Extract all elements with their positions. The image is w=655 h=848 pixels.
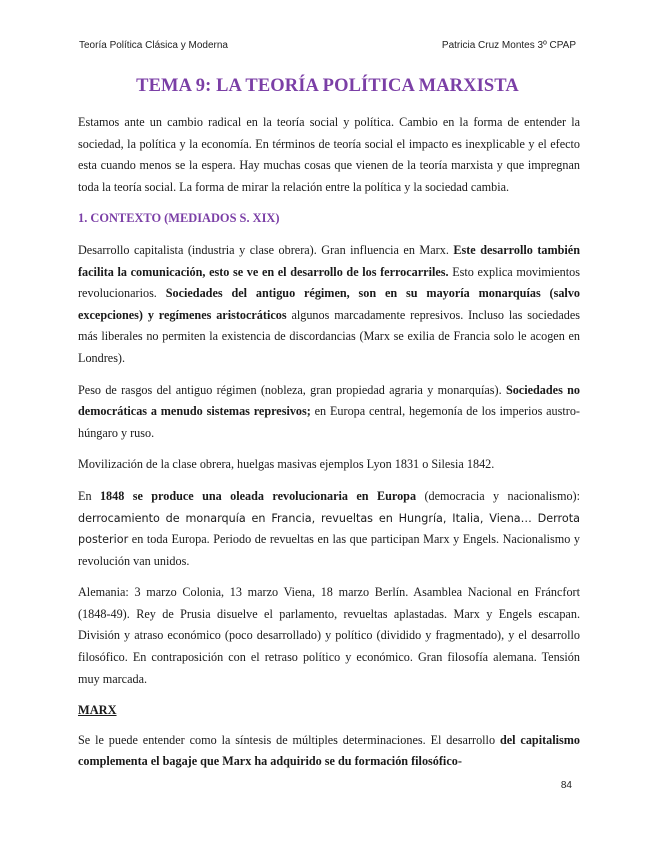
paragraph-antiguo-regimen: Peso de rasgos del antiguo régimen (nobleza, gran propiedad agraria y monarquías). Sociedades no democráticas a menudo sistemas represivos; en Europa central, hegemonía de los imperios austro-húngaro y ruso. [78,382,580,440]
paragraph-marx: Se le puede entender como la síntesis de múltiples determinaciones. El desarrollo del capitalismo complementa el bagaje que Marx ha adquirido se du formación filosófico- [78,732,581,769]
subheading-marx: MARX [78,703,117,718]
header-author: Patricia Cruz Montes 3º CPAP [441,40,576,51]
page-number: 84 [560,780,572,791]
header-course-title: Teoría Política Clásica y Moderna [79,40,228,51]
paragraph-capitalismo: Desarrollo capitalista (industria y clase obrera). Gran influencia en Marx. Este desarrollo también facilita la comunicación, esto se ve en el desarrollo de los ferrocarriles. Esto explica movimientos revolucionarios. Sociedades del antiguo régimen, son en su mayoría monarquías (salvo excepciones) y regímenes aristocráticos algunos marcadamente represivos. Incluso las sociedades más liberales no permiten la existencia de discordancias (Marx se exilia de Francia solo le acogen en Londres). [78,242,581,365]
paragraph-1848: En 1848 se produce una oleada revolucionaria en Europa (democracia y nacionalismo): derrocamiento de monarquía en Francia, revueltas en Hungría, Italia, Viena… Derrota posterior en toda Europa. Periodo de revueltas en las que participan Marx y Engels. Nacionalismo y revolución van unidos. [78,488,580,568]
paragraph-movilizacion: Movilización de la clase obrera, huelgas masivas ejemplos Lyon 1831 o Silesia 1842. [78,457,495,472]
paragraph-alemania: Alemania: 3 marzo Colonia, 13 marzo Viena, 18 marzo Berlín. Asamblea Nacional en Fráncfort (1848-49). Rey de Prusia disuelve el parlamento, revueltas aplastadas. Marx y Engels escapan. División y atraso económico (poco desarrollado) y político (dividido y fragmentado), y el desarrollo filosófico. En contraposición con el retraso político y económico. Gran filosofía alemana. Tensión muy marcada. [78,585,580,686]
page-header [79,40,576,51]
intro-paragraph: Estamos ante un cambio radical en la teoría social y política. Cambio en la forma de entender la sociedad, la política y la economía. En términos de teoría social el impacto es inexplicable y el efecto esta cuando menos se la espera. Hay muchas cosas que vienen de la teoría marxista y que impregnan toda la teoría social. La forma de mirar la relación entre la política y la sociedad cambia. [78,115,580,194]
section-heading-contexto: 1. CONTEXTO (MEDIADOS S. XIX) [78,211,280,226]
document-body [78,112,580,783]
document-title: TEMA 9: LA TEORÍA POLÍTICA MARXISTA [136,76,519,96]
